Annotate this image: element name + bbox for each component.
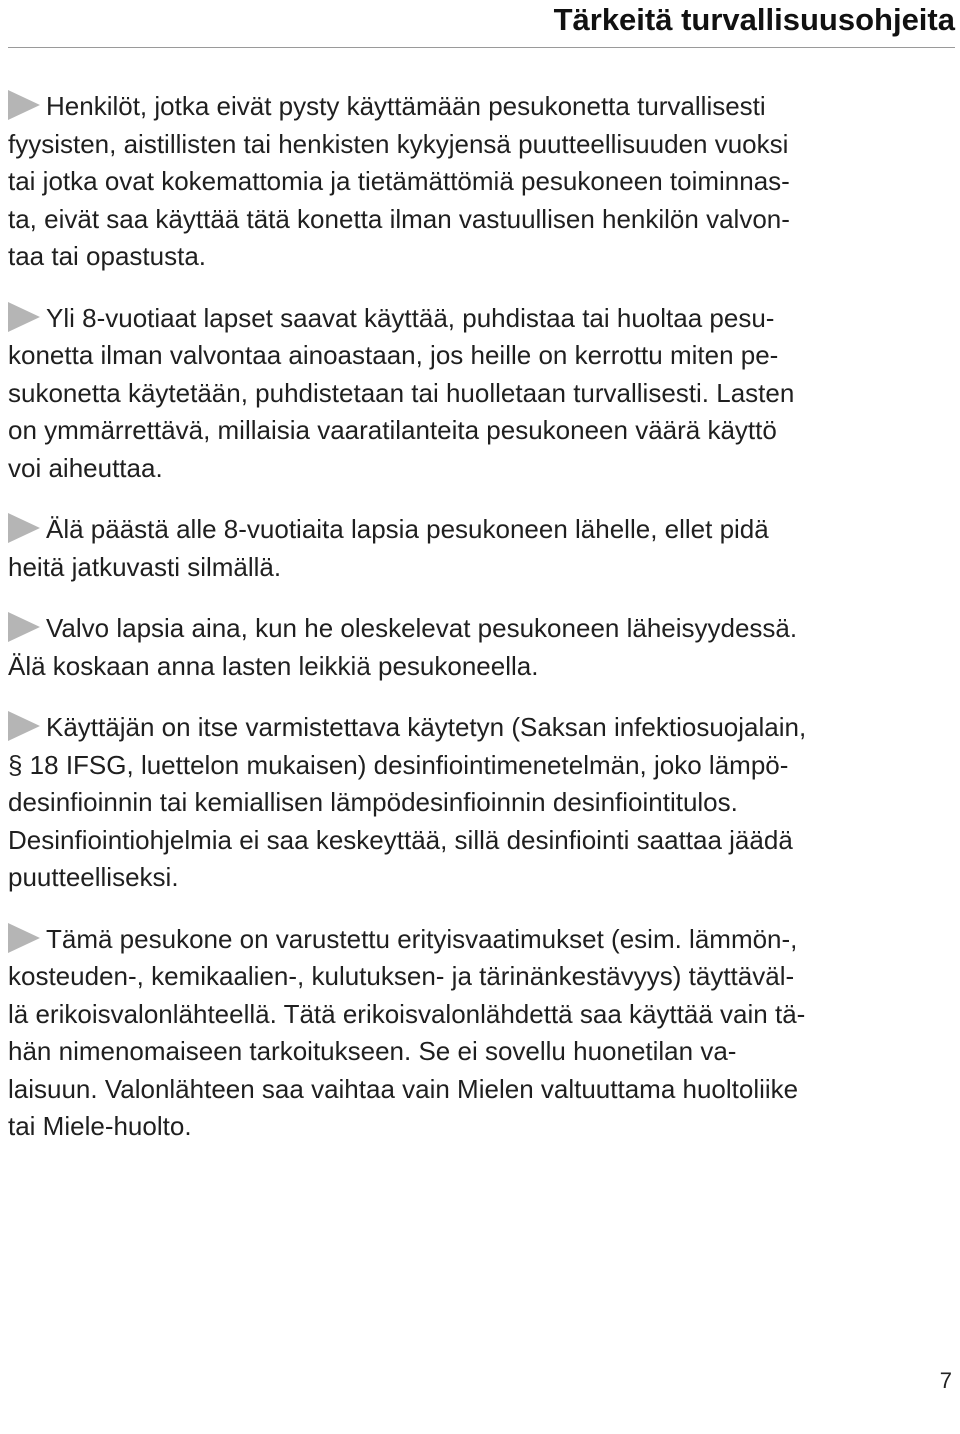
paragraph-line: heitä jatkuvasti silmällä.	[8, 551, 282, 582]
right-triangle-icon	[8, 923, 40, 953]
paragraph-line: kosteuden-, kemikaalien-, kulutuksen- ja tärinänkestävyys) täyttäväl-	[8, 961, 795, 991]
paragraph-line: puutteelliseksi.	[8, 862, 179, 892]
paragraph-line: § 18 IFSG, luettelon mukaisen) desinfiointimenetelmän, joko lämpö-	[8, 749, 789, 780]
page-title: Tärkeitä turvallisuusohjeita	[553, 2, 955, 37]
paragraph-line: fyysisten, aistillisten tai henkisten kykyjensä puutteellisuuden vuoksi	[8, 128, 789, 159]
paragraph-line: voi aiheuttaa.	[8, 452, 163, 483]
paragraph-line: desinfioinnin tai kemiallisen lämpödesinfioinnin desinfiointitulos.	[8, 787, 738, 817]
right-triangle-icon	[8, 302, 40, 332]
paragraph-line: hän nimenomaiseen tarkoitukseen. Se ei sovellu huonetilan va-	[8, 1036, 737, 1066]
safety-instruction-paragraph	[8, 610, 943, 685]
safety-instruction-paragraph	[8, 88, 943, 276]
paragraph-line: konetta ilman valvontaa ainoastaan, jos heille on kerrottu miten pe-	[8, 340, 779, 370]
paragraph-line: Tämä pesukone on varustettu erityisvaatimukset (esim. lämmön-,	[46, 923, 798, 954]
safety-instruction-paragraph	[8, 300, 943, 488]
safety-instruction-paragraph	[8, 511, 943, 586]
paragraph-line: Älä päästä alle 8-vuotiaita lapsia pesukoneen lähelle, ellet pidä	[46, 514, 769, 544]
paragraph-line: Käyttäjän on itse varmistettava käytetyn (Saksan infektiosuojalain,	[46, 712, 807, 742]
paragraph-line: Älä koskaan anna lasten leikkiä pesukoneella.	[8, 650, 539, 681]
paragraph-line: laisuun. Valonlähteen saa vaihtaa vain Mielen valtuuttama huoltoliike	[8, 1073, 799, 1104]
paragraph-line: taa tai opastusta.	[8, 241, 207, 271]
paragraph-line: Valvo lapsia aina, kun he oleskelevat pesukoneen läheisyydessä.	[46, 613, 798, 643]
paragraph-line: tai jotka ovat kokemattomia ja tietämättömiä pesukoneen toiminnas-	[8, 166, 790, 196]
page-header	[8, 0, 955, 48]
safety-instruction-paragraph	[8, 709, 943, 897]
safety-instruction-paragraph	[8, 921, 943, 1146]
paragraph-line: Desinfiointiohjelmia ei saa keskeyttää, sillä desinfiointi saattaa jäädä	[8, 824, 793, 855]
paragraph-line: Henkilöt, jotka eivät pysty käyttämään pesukonetta turvallisesti	[46, 91, 766, 121]
right-triangle-icon	[8, 513, 40, 543]
safety-instructions-list	[8, 88, 943, 1170]
right-triangle-icon	[8, 612, 40, 642]
right-triangle-icon	[8, 90, 40, 120]
right-triangle-icon	[8, 711, 40, 741]
paragraph-line: lä erikoisvalonlähteellä. Tätä erikoisvalonlähdettä saa käyttää vain tä-	[8, 998, 806, 1029]
page-number: 7	[939, 1368, 952, 1393]
paragraph-line: Yli 8-vuotiaat lapset saavat käyttää, puhdistaa tai huoltaa pesu-	[46, 302, 775, 333]
paragraph-line: ta, eivät saa käyttää tätä konetta ilman vastuullisen henkilön valvon-	[8, 203, 790, 234]
paragraph-line: on ymmärrettävä, millaisia vaaratilanteita pesukoneen väärä käyttö	[8, 415, 777, 445]
paragraph-line: sukonetta käytetään, puhdistetaan tai huolletaan turvallisesti. Lasten	[8, 377, 795, 408]
paragraph-line: tai Miele-huolto.	[8, 1111, 192, 1141]
